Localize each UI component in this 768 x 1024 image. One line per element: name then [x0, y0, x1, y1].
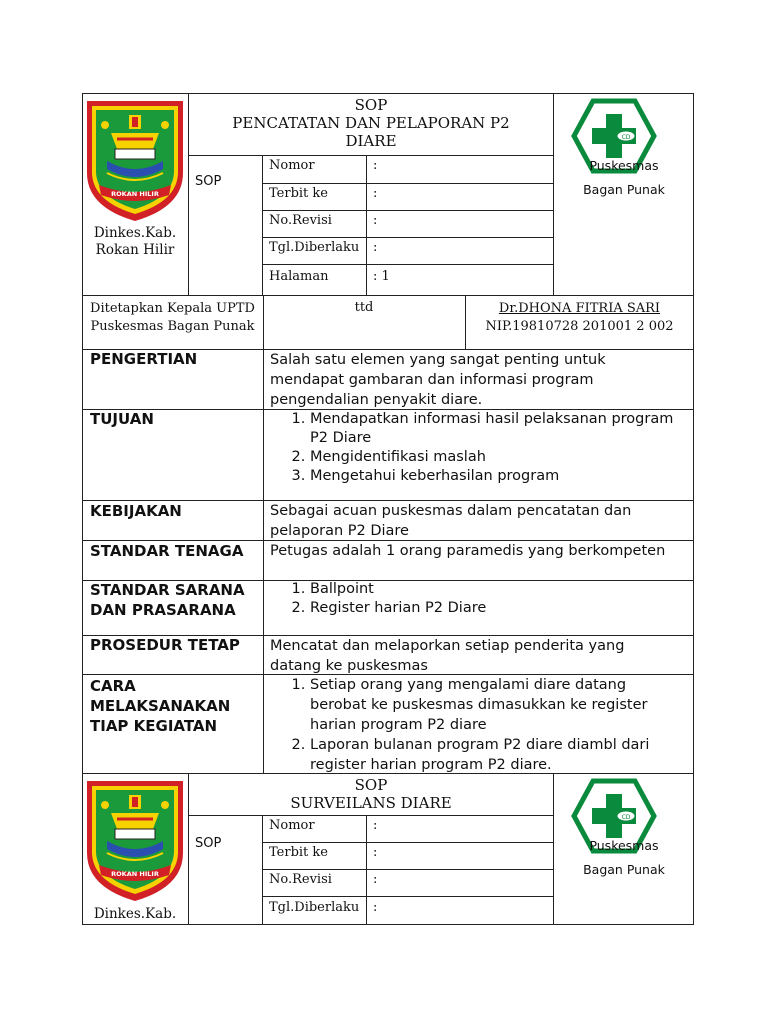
- approval-signer: [465, 300, 694, 336]
- text-standar-tenaga: Petugas adalah 1 orang paramedis yang berkompeten: [270, 543, 666, 559]
- text-prosedur-tetap: Mencatat dan melaporkan setiap penderita yang datang ke puskesmas: [270, 638, 625, 674]
- meta-value-terbit: :: [373, 845, 378, 860]
- meta-label-nomor: Nomor: [269, 818, 315, 833]
- left-emblem-cell: [82, 93, 189, 296]
- meta-row: [263, 843, 554, 870]
- meta-label-tgl: Tgl.Diberlaku: [269, 900, 360, 915]
- meta-value-tgl: :: [373, 900, 378, 915]
- title-line-1: SOP: [354, 776, 388, 794]
- list-tujuan: [264, 410, 674, 486]
- signer-name: Dr.DHONA FITRIA SARI: [498, 301, 661, 316]
- list-item: 2. Laporan bulanan program P2 diare diambl dari register harian program P2 diare.: [310, 735, 684, 775]
- text-kebijakan: Sebagai acuan puskesmas dalam pencatatan dan pelaporan P2 Diare: [270, 503, 632, 539]
- label-kebijakan: KEBIJAKAN: [90, 502, 182, 520]
- logo-mark: CD: [621, 134, 631, 141]
- meta-label-tgl: Tgl.Diberlaku: [269, 240, 360, 255]
- approval-left-line2: Puskesmas Bagan Punak: [90, 319, 255, 334]
- approval-left: [82, 300, 263, 336]
- meta-row: [263, 184, 554, 211]
- text-pengertian: Salah satu elemen yang sangat penting untuk mendapat gambaran dan informasi program pengendalian penyakit diare.: [270, 352, 606, 408]
- meta-label-halaman: Halaman: [269, 269, 329, 284]
- list-item: 1. Ballpoint: [310, 580, 674, 599]
- list-standar-sarana: [264, 580, 674, 618]
- list-cara: [264, 675, 684, 775]
- label-cara: CARA MELAKSANAKAN TIAP KEGIATAN: [90, 677, 231, 735]
- meta-row: [263, 211, 554, 238]
- left-org-line1: Dinkes.Kab.: [93, 225, 177, 241]
- list-item: 1. Setiap orang yang mengalami diare datang berobat ke puskesmas dimasukkan ke register harian program P2 diare: [310, 675, 684, 735]
- title-line-2: SURVEILANS DIARE: [290, 794, 452, 812]
- rokan-hilir-emblem-icon: [83, 95, 187, 225]
- meta-label-nomor: Nomor: [269, 158, 315, 173]
- emblem-banner-text: ROKAN HILIR: [111, 190, 159, 198]
- meta-row: [263, 870, 554, 897]
- left-org-line2: Rokan Hilir: [95, 242, 175, 258]
- right-caption: Bagan Punak: [583, 182, 665, 197]
- rokan-hilir-emblem-icon: [83, 775, 187, 905]
- right-caption: Bagan Punak: [583, 862, 665, 877]
- meta-value-halaman: : 1: [373, 269, 390, 284]
- meta-row: [263, 897, 554, 925]
- meta-value-tgl: :: [373, 240, 378, 255]
- right-logo-cell-2: [554, 773, 694, 925]
- left-emblem-cell-2: [82, 773, 189, 925]
- meta-value-nomor: :: [373, 818, 378, 833]
- meta-row: [263, 265, 554, 296]
- meta-row: [263, 816, 554, 843]
- label-pengertian: PENGERTIAN: [90, 350, 198, 368]
- meta-row: [263, 238, 554, 265]
- meta-value-nomor: :: [373, 158, 378, 173]
- meta-value-revisi: :: [373, 872, 378, 887]
- meta-table-2: [263, 816, 554, 925]
- meta-label-terbit: Terbit ke: [269, 845, 328, 860]
- title-line-1: SOP: [354, 96, 388, 114]
- right-caption-cut: Puskesmas: [589, 838, 659, 853]
- right-caption-cut: Puskesmas: [589, 158, 659, 173]
- sop-title-2: [189, 773, 554, 816]
- list-item: 2. Mengidentifikasi maslah: [310, 448, 674, 467]
- meta-label-revisi: No.Revisi: [269, 872, 332, 887]
- meta-table: [263, 156, 554, 296]
- label-prosedur-tetap: PROSEDUR TETAP: [90, 636, 240, 654]
- left-org-line1-2: Dinkes.Kab.: [93, 906, 177, 922]
- label-tujuan: TUJUAN: [90, 410, 154, 428]
- meta-label-terbit: Terbit ke: [269, 186, 328, 201]
- signer-nip: NIP.19810728 201001 2 002: [485, 319, 674, 334]
- approval-left-line1: Ditetapkan Kepala UPTD: [90, 301, 255, 316]
- logo-mark: CD: [621, 814, 631, 821]
- approval-signature: ttd: [354, 300, 374, 315]
- label-standar-tenaga: STANDAR TENAGA: [90, 542, 244, 560]
- title-line-2: PENCATATAN DAN PELAPORAN P2: [232, 114, 510, 132]
- sop-label-2: SOP: [189, 816, 263, 925]
- emblem-banner-text: ROKAN HILIR: [111, 870, 159, 878]
- title-line-3: DIARE: [345, 132, 397, 150]
- sop-label: SOP: [189, 156, 263, 296]
- meta-value-revisi: :: [373, 213, 378, 228]
- list-item: 2. Register harian P2 Diare: [310, 599, 674, 618]
- meta-label-revisi: No.Revisi: [269, 213, 332, 228]
- meta-value-terbit: :: [373, 186, 378, 201]
- label-standar-sarana: STANDAR SARANA DAN PRASARANA: [90, 581, 245, 619]
- meta-row: [263, 156, 554, 184]
- right-logo-cell: [554, 93, 694, 296]
- sop-title: [189, 93, 554, 156]
- list-item: 1. Mendapatkan informasi hasil pelaksanan program P2 Diare: [310, 410, 674, 448]
- list-item: 3. Mengetahui keberhasilan program: [310, 467, 674, 486]
